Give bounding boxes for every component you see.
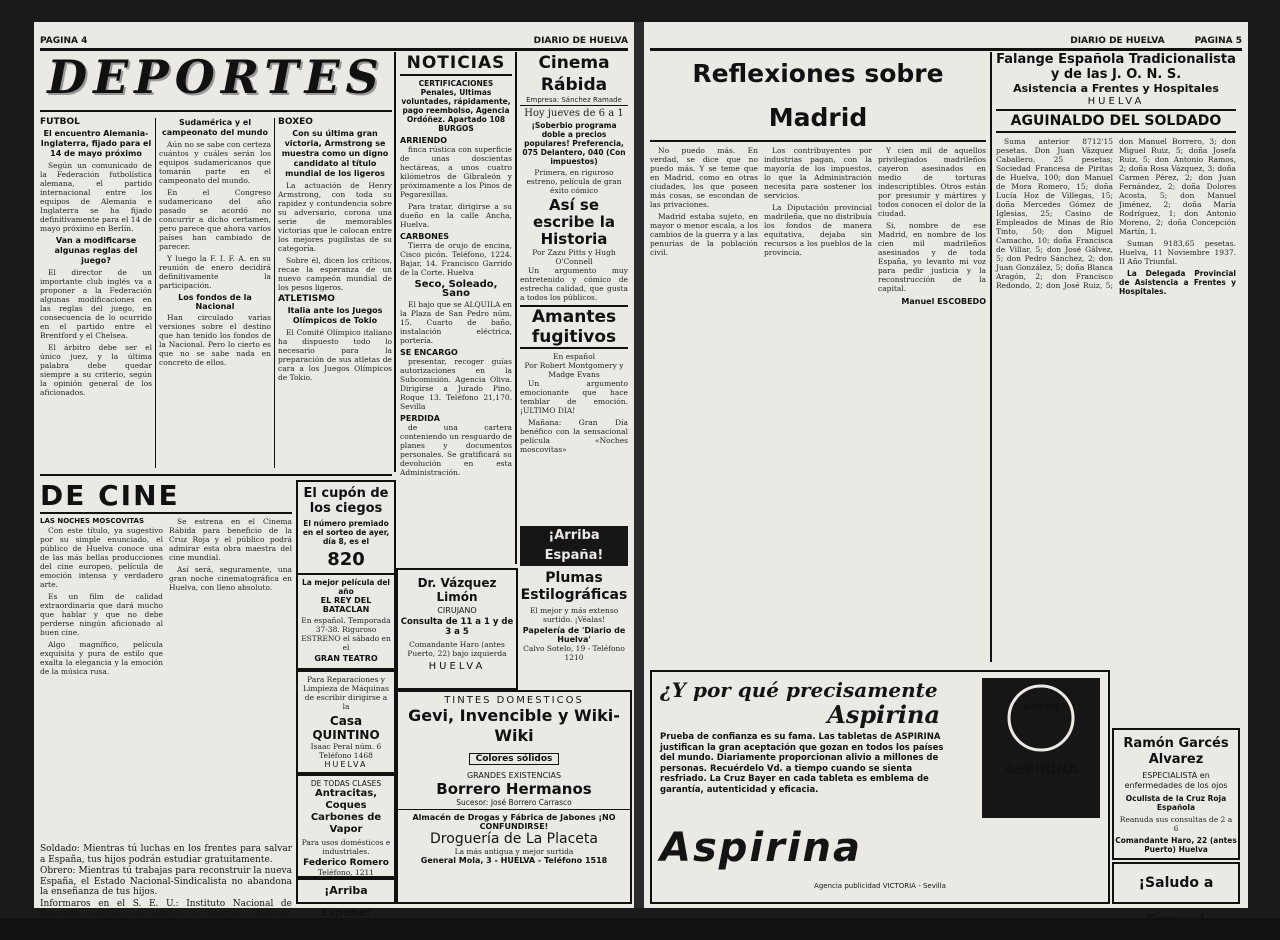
tintes-heading: TINTES DOMESTICOS <box>444 695 584 706</box>
tintes-successor: Sucesor: José Borrero Carrasco <box>398 798 630 810</box>
plumas-block <box>520 526 628 686</box>
de-cine-paragraph: Algo magnífico, película exquisita y pura de estilo que exalta la elegancia y la emoción de la música rusa. <box>40 640 163 676</box>
arriba-espana-footer: ¡Arriba España! <box>296 878 396 904</box>
tintes-subtitle: Colores sólidos <box>469 753 560 765</box>
cinema-description-2: Un argumento emocionante que hace temblar de emoción. ¡ULTIMO DIA! <box>520 379 628 415</box>
vazquez-role: CIRUJANO <box>437 606 477 615</box>
best-film-detail: En español. Temporada 37-38. Riguroso ESTRENO el sábado en el <box>301 616 391 652</box>
falange-aguinaldo <box>996 52 1236 722</box>
de-cine-paragraph: Así será, seguramente, una gran noche cinematográfica en Huelva, con lleno absoluto. <box>169 565 292 592</box>
sudamerica-paragraph: Aún no se sabe con certeza cuántos y cuáles serán los equipos sudamericanos que tomarán parte en el campeonato del mundo. <box>159 140 271 185</box>
cinema-estreno: Primera, en riguroso estreno, película de gran éxito cómico <box>526 168 622 195</box>
boxeo-column <box>278 118 392 468</box>
cinema-manana: Mañana: Gran Día benéfico con la sensacional película «Noches moscovitas» <box>520 418 628 454</box>
aguinaldo-total: Suman 9183,65 pesetas. Huelva, 11 Noviembre 1937. II Año Triunfal. <box>1119 239 1236 266</box>
deportes-title: DEPORTES <box>40 52 392 112</box>
bayer-cross-icon <box>982 678 1100 758</box>
cinema-programa: ¡Soberbio programa doble a precios populares! Preferencia, 075 Delantero, 040 (Con impuestos) <box>522 121 626 166</box>
garces-name: Ramón Garcés Alvarez <box>1123 736 1229 767</box>
drogueria-address: General Mola, 3 - HUELVA - Teléfono 1518 <box>420 856 608 865</box>
sudamerica-column <box>159 118 271 468</box>
de-cine-paragraph: Con este título, ya sugestivo por su simple enunciado, el público de Huelva conoce una de las más bellas producciones del cine europeo, película de emoción intensa y verdadero arte. <box>40 526 163 589</box>
cinema-reparto-2: Por Robert Montgomery y Madge Evans <box>524 361 624 379</box>
vazquez-address: Comandante Haro (antes Puerto, 22) bajo izquierda <box>407 640 507 658</box>
de-cine-subtitle: LAS NOCHES MOSCOVITAS <box>40 517 144 525</box>
noticias-carbones-heading: CARBONES <box>400 232 450 241</box>
quintino-heading: Para Reparaciones y Limpieza de Máquinas de escribir dirigirse a la <box>303 675 389 711</box>
cupon-number: 820 <box>327 549 365 570</box>
garces-address: Comandante Haro, 22 (antes Puerto) Huelva <box>1115 836 1237 854</box>
reflexiones-paragraph: Los contribuyentes por industrias pagan, con la mayoría de los impuestos, lo que la Administración necesita para sostener los servicios. <box>764 146 872 200</box>
noticias-paragraph: finca rústica con superficie de unas doscientas hectáreas, a unos cuatro kilómetros de Gibraleón y próximamente a los Pinos de Pegaresillas. <box>400 145 512 199</box>
noticias-paragraph: El bajo que se ALQUILA en la Plaza de San Pedro núm. 15. Cuarto de baño, instalación eléctrica, portería. <box>400 300 512 345</box>
cupon-title: El cupón de los ciegos <box>303 486 389 516</box>
cinema-empresa: Empresa: Sánchez Ramade <box>520 96 628 106</box>
reflexiones-paragraph: Si, nombre de ese Madrid, en nombre de los cien mil madrileños asesinados y de toda España, yo levanto mi voz para pedir justicia y la reconstrucción de la capital. <box>878 221 986 293</box>
noticias-paragraph: de una cartera conteniendo un resguardo de planes y documentos personales. Se gratificará su devolución en esta Administración. <box>400 423 512 477</box>
bayer-label: BAYER <box>1022 702 1060 713</box>
tintes-existencias: GRANDES EXISTENCIAS <box>466 771 562 780</box>
deportes-section <box>40 52 392 472</box>
futbol-paragraph: El árbitro debe ser el único juez, y la última palabra debe quedar siempre a su criterio, según la opinión general de los aficionados. <box>40 343 152 397</box>
quintino-city: HUELVA <box>324 760 368 769</box>
dr-vazquez-ad <box>396 568 518 690</box>
quintino-ad <box>296 670 396 774</box>
reflexiones-signature: Manuel ESCOBEDO <box>901 297 986 306</box>
cinema-description-1: Un argumento muy entretenido y cómico de estrecha calidad, que gusta a todos los públicos. <box>520 266 628 302</box>
quintino-tel: Teléfono 1468 <box>319 751 373 760</box>
cinema-fecha: Hoy jueves de 6 a 1 <box>524 108 624 119</box>
noticias-paragraph: Para tratar, dirigirse a su dueño en la calle Ancha, Huelva. <box>400 202 512 229</box>
aspirina-package <box>982 678 1100 818</box>
cinema-language: En español <box>553 352 595 361</box>
aguinaldo-list-text: Suma anterior 8712'15 pesetas. Don Juan Vázquez Caballero, 25 pesetas; Sociedad Francesa de Piritas de Huelva, 100; don Manuel de Mora Romero, 15; doña Lucía Hoz de Villegas, 15; doña Mercedes Gómez de Iglesias, 25; Casino de Empleados de Minas de Río Tinto, 50; don Miguel Camacho, 10; doña Francisca de Villar, 5; don José Gálvez, 5; don Pedro Sánchez, 2; don Juan González, 5; doña Blanca Aragón, 2; don Francisco Redondo, 2; don José Ruiz, 5; don Manuel Borrero, 3; don Miguel Ruiz, 5; doña Josefa Ruiz, 5; don Antonio Ramos, 2; doña Rosa Vázquez, 3; doña Carmen Pérez, 2; don Juan Fernández, 2; doña Dolores Acosta, 5; don Manuel Jiménez, 2; doña María Rodríguez, 1; don Antonio Moreno, 2; doña Concepción Martín, 1. <box>996 137 1236 290</box>
antracitas-subtitle: Para usos domésticos e industriales. <box>301 838 391 856</box>
noticias-seco-heading: Seco, Soleado, Sano <box>414 279 498 299</box>
arriba-espana-banner: ¡Arriba España! <box>520 526 628 566</box>
sudamerica-headline-2: Los fondos de la Nacional <box>178 293 252 311</box>
de-cine-title: DE CINE <box>40 480 292 514</box>
cinema-film-1: Así se escribe la Historia <box>533 196 615 248</box>
de-cine-paragraph: Es un film de calidad extraordinaria que dará mucho que hablar y que no debe perderse ningún aficionado al buen cine. <box>40 592 163 637</box>
best-film-label: La mejor película del año <box>301 578 391 596</box>
noticias-encargo-heading: SE ENCARGO <box>400 348 458 357</box>
de-cine-paragraph: Se estrena en el Cinema Rábida para beneficio de la Cruz Roja y el público podrá admirar esta obra maestra del cine mundial. <box>169 517 292 562</box>
atletismo-section: ATLETISMO <box>278 294 335 304</box>
boxeo-section: BOXEO <box>278 117 313 127</box>
reflexiones-article <box>650 52 986 662</box>
atletismo-paragraph: El Comité Olímpico italiano ha dispuesto todo lo necesario para la preparación de sus atletas de cara a los Juegos Olímpicos de Tokio. <box>278 328 392 382</box>
right-page-header <box>650 26 1242 51</box>
reflexiones-paragraph: No puedo más. En verdad, se dice que no puedo más. Y se teme que en Madrid, como en otras ciudades, los que poseen más cosas, se escondan de las privaciones. <box>650 146 758 209</box>
tintes-almacen: Almacén de Drogas y Fábrica de Jabones ¡NO CONFUNDIRSE! <box>412 813 616 831</box>
falange-city: HUELVA <box>1087 96 1145 107</box>
falange-title: Falange Española Tradicionalista y de las J. O. N. S. <box>996 52 1236 82</box>
vazquez-hours: Consulta de 11 a 1 y de 3 a 5 <box>400 617 514 637</box>
aspirina-agency: Agencia publicidad VICTORIA - Sevilla <box>814 882 946 890</box>
antracitas-tel: Teléfono, 1211 <box>317 868 375 877</box>
plumas-title: Plumas Estilográficas <box>520 570 628 603</box>
futbol-paragraph: El director de un importante club inglés va a proponer a la Federación algunas modificaciones en las reglas del juego, en consecuencia de lo ocurrido en el partido entre el Brentford y el Chelsea. <box>40 268 152 340</box>
noticias-paragraph: Tierra de orujo de encina, Cisco picón. Teléfono, 1224. Bajar, 14. Francisco Garrido de la Corte. Huelva <box>400 241 512 277</box>
garces-consultas: Reanuda sus consultas de 2 a 6 <box>1119 815 1233 833</box>
cinema-rabida-section <box>520 52 628 522</box>
cupon-subtitle: El número premiado en el sorteo de ayer, día 8, es el <box>302 519 390 546</box>
soldado-notice <box>40 844 292 930</box>
noticias-perdida-heading: PERDIDA <box>400 414 440 423</box>
boxeo-headline: Con su última gran victoria, Armstrong se muestra como un digno candidato al título mundial de los ligeros <box>281 129 389 178</box>
aspirina-big-logo: Aspirina <box>660 825 863 871</box>
best-film-title: EL REY DEL BATACLAN <box>320 596 372 614</box>
garces-specialty: ESPECIALISTA en enfermedades de los ojos <box>1124 771 1228 790</box>
atletismo-headline: Italia ante los Juegos Olímpicos de Tokio <box>287 306 383 325</box>
left-paper-name: DIARIO DE HUELVA <box>533 36 628 46</box>
sudamerica-paragraph: Y luego la F. I. F. A. en su reunión de enero decidirá definitivamente la participación. <box>159 254 271 290</box>
futbol-paragraph: Según un comunicado de la Federación futbolística alemana, el partido internacional entre los equipos de Alemania e Inglaterra se ha fijado definitivamente para el 14 de mayo próximo en Berlín. <box>40 161 152 233</box>
soldado-paragraph: Obrero: Mientras tú trabajas para reconstruir la nueva España, el Estado Nacional-Sindicalista no abandona la enseñanza de tus hijos. <box>40 866 292 897</box>
antracitas-ad <box>296 774 396 878</box>
aguinaldo-footer: La Delegada Provincial de Asistencia a Frentes y Hospitales. <box>1119 269 1236 296</box>
futbol-headline-2: Van a modificarse algunas reglas del juego? <box>54 236 138 265</box>
reflexiones-paragraph: Madrid estaba sujeto, en mayor o menor escala, a los cambios de la guerra y a las penurias de la población civil. <box>650 212 758 257</box>
tintes-names: Gevi, Invencible y Wiki-Wiki <box>408 706 620 745</box>
noticias-section <box>400 52 512 564</box>
antracitas-name: Antracitas, Coques Carbones de Vapor <box>310 788 382 835</box>
plumas-address: Calvo Sotelo, 19 - Teléfono 1210 <box>523 644 625 662</box>
noticias-paragraph: presentar, recoger guías autorizaciones en la Subcomisión. Agencia Oliva. Dirigirse a Jurado Pino, Roque 13. Teléfono 21,170. Sevilla <box>400 357 512 411</box>
sudamerica-headline: Sudamérica y el campeonato del mundo <box>162 118 268 137</box>
plumas-subtitle: El mejor y más extenso surtido. ¡Véalas! <box>529 606 619 624</box>
cinema-reparto-1: Por Zazu Pitts y Hugh O'Connell <box>532 248 616 266</box>
boxeo-paragraph: La actuación de Henry Armstrong, con toda su rapidez y contundencia sobre su adversario, corona una serie de memorables victorias que le colocan entre los mejores pugilistas de su categoría. <box>278 181 392 253</box>
antracitas-owner: Federico Romero <box>303 858 389 868</box>
aguinaldo-headline: AGUINALDO DEL SOLDADO <box>996 109 1236 133</box>
cinema-film-2: Amantes fugitivos <box>520 305 628 349</box>
soldado-paragraph: Soldado: Mientras tú luchas en los frentes para salvar a España, tus hijos podrán estudiar gratuitamente. <box>40 844 292 865</box>
noticias-title: NOTICIAS <box>400 52 512 76</box>
reflexiones-paragraph: Y cien mil de aquellos privilegiados madrileños cayeron asesinados en medio de torturas indescriptibles. Otros están por presumir y mártires y todos conocen el dolor de la ciudad. <box>878 146 986 218</box>
cinema-title: Cinema Rábida <box>538 53 610 95</box>
right-paper-name: DIARIO DE HUELVA <box>1070 36 1165 46</box>
sudamerica-paragraph: En el Congreso sudamericano del año pasado se acordó no concurrir a dicho certamen, pero parece que ahora varios países han cambiado de parecer. <box>159 188 271 251</box>
left-page <box>34 22 634 930</box>
aspirina-logo-area <box>660 822 1100 880</box>
best-film-venue: GRAN TEATRO <box>314 654 378 663</box>
soldado-paragraph: Informaros en el S. E. U.: Instituto Nacional de Segunda Enseñanza de Huelva «La Rábida», Paseo de Conquero. Horas de oficina: De 10 a 1. <box>40 898 292 930</box>
tintes-company: Borrero Hermanos <box>436 780 592 798</box>
de-cine-section <box>40 480 292 840</box>
noticias-certificaciones: CERTIFICACIONES Penales, Ultimas voluntades, rápidamente, pago reembolso, Agencia Ordóñez. Apartado 108 BURGOS <box>401 79 511 133</box>
garces-institution: Oculista de la Cruz Roja Española <box>1125 794 1227 812</box>
noticias-arriendo-heading: ARRIENDO <box>400 136 448 145</box>
saludo-franco: ¡Saludo a Franco! <box>1112 862 1240 904</box>
reflexiones-paragraph: La Diputación provincial madrileña, que no distribuía los fondos de manera equitativa, dejaba sin recursos a los pueblos de la provincia. <box>764 203 873 257</box>
aguinaldo-donor-list <box>996 137 1236 697</box>
left-page-header <box>40 26 628 51</box>
futbol-section: FUTBOL <box>40 117 80 127</box>
tintes-ad <box>396 690 632 904</box>
right-page <box>644 22 1248 929</box>
quintino-name: Casa QUINTINO <box>312 714 380 742</box>
drogueria-subtitle: La más antigua y mejor surtida <box>454 847 574 856</box>
sudamerica-paragraph: Han circulado varias versiones sobre el destino que han tenido los fondos de la Nacional. Pero lo cierto es que no se sabe nada en concreto de ellos. <box>159 313 271 367</box>
aspirina-ad <box>650 670 1110 904</box>
vazquez-city: HUELVA <box>428 661 486 672</box>
page-gutter <box>634 22 644 908</box>
antracitas-heading: DE TODAS CLASES <box>310 779 382 788</box>
plumas-shop: Papelería de 'Diario de Huelva' <box>522 626 626 644</box>
futbol-column <box>40 118 152 468</box>
futbol-headline-1: El encuentro Alemania-Inglaterra, fijado para el 14 de mayo próximo <box>40 129 152 158</box>
cupon-ciegos-box <box>296 480 396 670</box>
right-page-label: PAGINA 5 <box>1194 36 1242 46</box>
reflexiones-title: Reflexiones sobre Madrid <box>650 52 986 142</box>
drogueria-name: Droguería de La Placeta <box>430 831 598 847</box>
falange-subtitle: Asistencia a Frentes y Hospitales <box>1013 82 1219 95</box>
aspirina-brand: Aspirina <box>827 700 940 729</box>
aspirina-question: ¿Y por qué precisamente <box>660 678 938 702</box>
aspirina-text: Prueba de confianza es su fama. Las tabletas de ASPIRINA justifican la gran aceptación que gozan en todos los países del mundo. Diariamente proporcionan alivio a millones de personas. Recuérdelo Vd. a tiempo cuando se sienta resfriado. La Cruz Bayer en cada tableta es emblema de garantía, autenticidad y eficacia. <box>660 732 944 795</box>
left-page-label: PAGINA 4 <box>40 36 88 46</box>
quintino-address: Isaac Peral núm. 6 <box>310 742 382 751</box>
vazquez-name: Dr. Vázquez Limón <box>417 576 497 604</box>
garces-ad <box>1112 728 1240 860</box>
aspirina-pack-label: ASPIRINA <box>1003 762 1079 778</box>
boxeo-paragraph: Sobre él, dicen los críticos, recae la esperanza de un nuevo campeón mundial de los pesos ligeros. <box>278 256 392 292</box>
